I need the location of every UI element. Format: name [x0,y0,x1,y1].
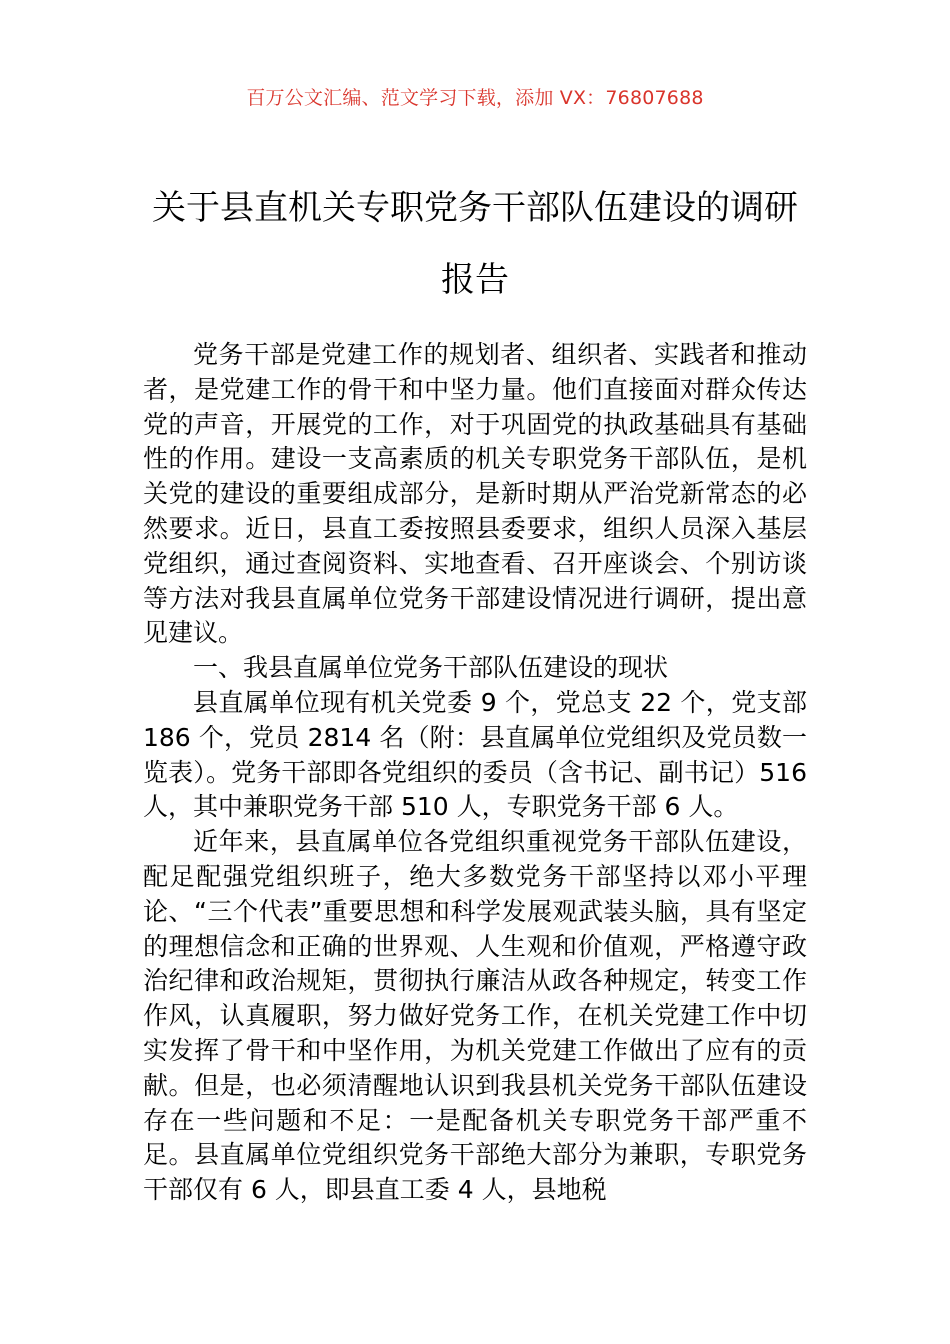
document-body [143,338,807,1208]
paragraph-intro: 党务干部是党建工作的规划者、组织者、实践者和推动者，是党建工作的骨干和中坚力量。他们直接面对群众传达党的声音，开展党的工作，对于巩固党的执政基础具有基础性的作用。建设一支高素质的机关专职党务干部队伍，是机关党的建设的重要组成部分，是新时期从严治党新常态的必然要求。近日，县直工委按照县委要求，组织人员深入基层党组织，通过查阅资料、实地查看、召开座谈会、个别访谈等方法对我县直属单位党务干部建设情况进行调研，提出意见建议。 [143,340,807,648]
paragraph-analysis: 近年来，县直属单位各党组织重视党务干部队伍建设，配足配强党组织班子，绝大多数党务干部坚持以邓小平理论、“三个代表”重要思想和科学发展观武装头脑，具有坚定的理想信念和正确的世界观、人生观和价值观，严格遵守政治纪律和政治规矩，贯彻执行廉洁从政各种规定，转变工作作风，认真履职，努力做好党务工作，在机关党建工作中切实发挥了骨干和中坚作用，为机关党建工作做出了应有的贡献。但是，也必须清醒地认识到我县机关党务干部队伍建设存在一些问题和不足：一是配备机关专职党务干部严重不足。县直属单位党组织党务干部绝大部分为兼职，专职党务干部仅有 6 人，即县直工委 4 人，县地税 [143,827,807,1205]
document-title: 关于县直机关专职党务干部队伍建设的调研报告 [152,188,798,300]
paragraph-statistics: 县直属单位现有机关党委 9 个，党总支 22 个，党支部 186 个，党员 2814 名（附：县直属单位党组织及党员数一览表）。党务干部即各党组织的委员（含书记、副书记）516 人，其中兼职党务干部 510 人，专职党务干部 6 人。 [143,687,807,822]
header-note: 百万公文汇编、范文学习下载，添加 VX：76807688 [246,87,704,109]
section-heading: 一、我县直属单位党务干部队伍建设的现状 [193,653,669,683]
